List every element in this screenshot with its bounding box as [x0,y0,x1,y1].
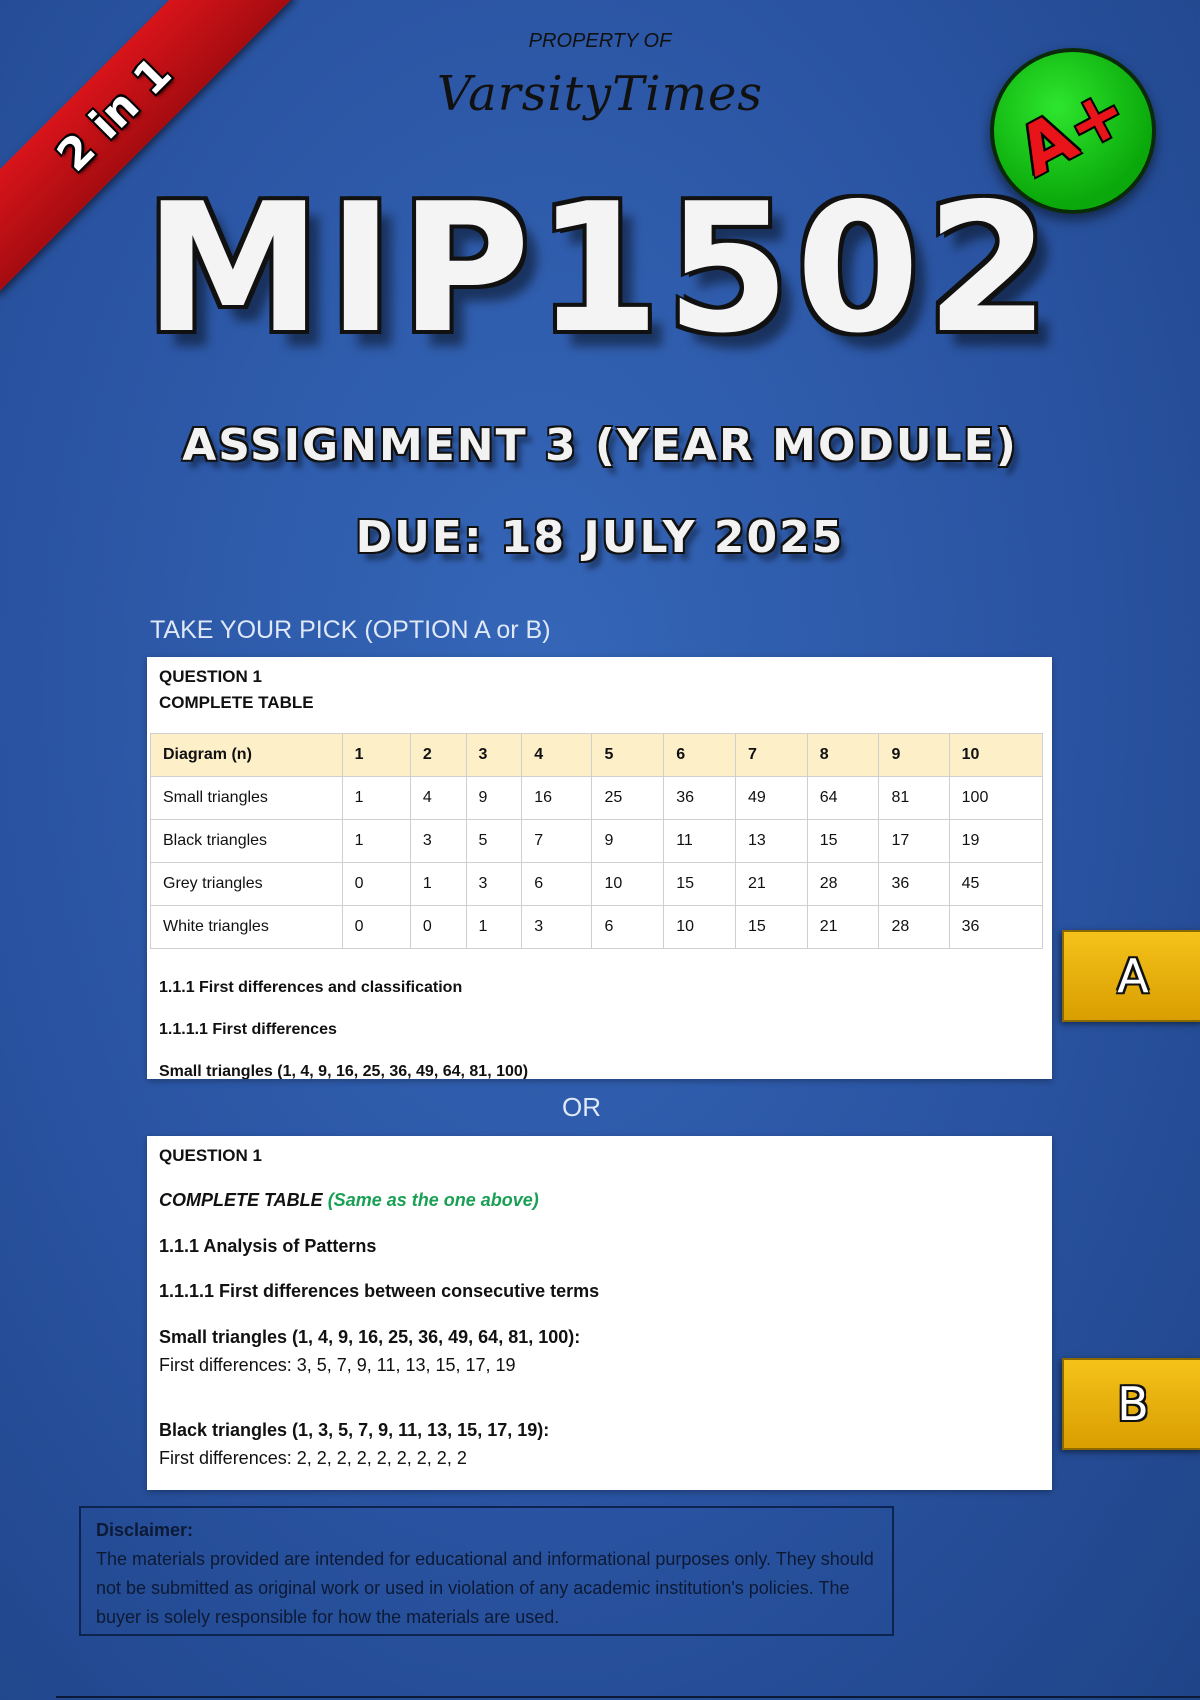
option-b-black-heading: Black triangles (1, 3, 5, 7, 9, 11, 13, 15, 17, 19): [159,1420,550,1440]
table-row-label: White triangles [151,906,343,949]
table-row-label: Grey triangles [151,863,343,906]
bottom-divider [56,1696,1200,1698]
table-cell: 21 [807,906,879,949]
table-cell: 4 [410,777,466,820]
table-cell: 28 [807,863,879,906]
option-a-card[interactable] [147,657,1052,1079]
table-cell: 3 [466,734,522,777]
or-label: OR [562,1092,601,1122]
table-cell: 2 [410,734,466,777]
option-b-card[interactable] [147,1136,1052,1490]
option-a-section-1: 1.1.1 First differences and classification [159,979,463,996]
table-cell: 15 [664,863,736,906]
table-cell: 3 [522,906,592,949]
table-cell: 19 [949,820,1042,863]
table-header-row [151,734,1043,777]
table-cell: 0 [410,906,466,949]
table-cell: 4 [522,734,592,777]
table-cell: 17 [879,820,949,863]
assignment-title: ASSIGNMENT 3 (YEAR MODULE) [182,420,1018,471]
table-cell: 16 [522,777,592,820]
table-cell: 36 [664,777,736,820]
table-cell: 21 [735,863,807,906]
table-cell: 1 [466,906,522,949]
table-row [151,777,1043,820]
table-cell: 3 [410,820,466,863]
option-b-question: QUESTION 1 [159,1146,262,1165]
table-cell: 36 [949,906,1042,949]
table-cell: 0 [342,906,410,949]
table-row [151,863,1043,906]
table-cell: 3 [466,863,522,906]
table-cell: 81 [879,777,949,820]
table-cell: 1 [342,777,410,820]
option-b-black-diffs: First differences: 2, 2, 2, 2, 2, 2, 2, 2, 2 [159,1448,467,1468]
table-cell: 9 [592,820,664,863]
table-cell: 36 [879,863,949,906]
option-a-subtitle: COMPLETE TABLE [159,693,314,712]
disclaimer-text: The materials provided are intended for educational and informational purposes only. They should not be submitted as original work or used in violation of any academic institution's policies. The buyer is solely responsible for how the materials are used. [96,1549,874,1627]
table-cell: 9 [879,734,949,777]
table-cell: 45 [949,863,1042,906]
table-cell: 15 [807,820,879,863]
option-b-small-diffs: First differences: 3, 5, 7, 9, 11, 13, 15, 17, 19 [159,1355,516,1375]
table-row [151,906,1043,949]
option-a-tab[interactable]: A [1062,930,1200,1022]
table-cell: 6 [592,906,664,949]
table-cell: 9 [466,777,522,820]
table-row-label: Black triangles [151,820,343,863]
disclaimer-box [79,1506,894,1636]
table-cell: 8 [807,734,879,777]
option-b-tab[interactable]: B [1062,1358,1200,1450]
table-cell: 10 [592,863,664,906]
table-cell: 1 [342,820,410,863]
due-date: DUE: 18 JULY 2025 [355,512,845,563]
table-cell: 15 [735,906,807,949]
table-row-label: Diagram (n) [151,734,343,777]
option-b-section-2: 1.1.1.1 First differences between consecutive terms [159,1281,600,1301]
table-cell: 5 [592,734,664,777]
table-cell: 6 [522,863,592,906]
table-cell: 5 [466,820,522,863]
option-a-section-2: 1.1.1.1 First differences [159,1021,337,1038]
disclaimer-title: Disclaimer: [96,1520,194,1540]
table-cell: 1 [342,734,410,777]
option-a-cut-line: Small triangles (1, 4, 9, 16, 25, 36, 49, 64, 81, 100) [159,1063,529,1079]
option-b-small-heading: Small triangles (1, 4, 9, 16, 25, 36, 49, 64, 81, 100): [159,1327,581,1347]
grade-badge-text: A+ [1006,70,1140,192]
two-in-one-ribbon: 2 in 1 [0,0,294,294]
option-b-section-1: 1.1.1 Analysis of Patterns [159,1236,377,1256]
option-b-same-note: (Same as the one above) [327,1190,539,1210]
table-cell: 10 [949,734,1042,777]
table-cell: 6 [664,734,736,777]
option-b-complete-table [159,1190,539,1211]
table-cell: 11 [664,820,736,863]
table-row-label: Small triangles [151,777,343,820]
option-b-complete-table-label: COMPLETE TABLE [159,1190,323,1210]
pick-label: TAKE YOUR PICK (OPTION A or B) [150,616,551,644]
table-cell: 100 [949,777,1042,820]
table-cell: 7 [735,734,807,777]
table-cell: 7 [522,820,592,863]
table-cell: 64 [807,777,879,820]
table-row [151,820,1043,863]
table-cell: 25 [592,777,664,820]
property-label: PROPERTY OF [528,30,672,52]
table-cell: 1 [410,863,466,906]
option-a-question: QUESTION 1 [159,667,262,686]
complete-table [150,733,1043,949]
table-cell: 49 [735,777,807,820]
course-code: MIP1502 [144,165,1056,372]
brand-logo: VarsityTimes [436,66,764,122]
table-cell: 28 [879,906,949,949]
table-cell: 0 [342,863,410,906]
table-cell: 13 [735,820,807,863]
table-cell: 10 [664,906,736,949]
